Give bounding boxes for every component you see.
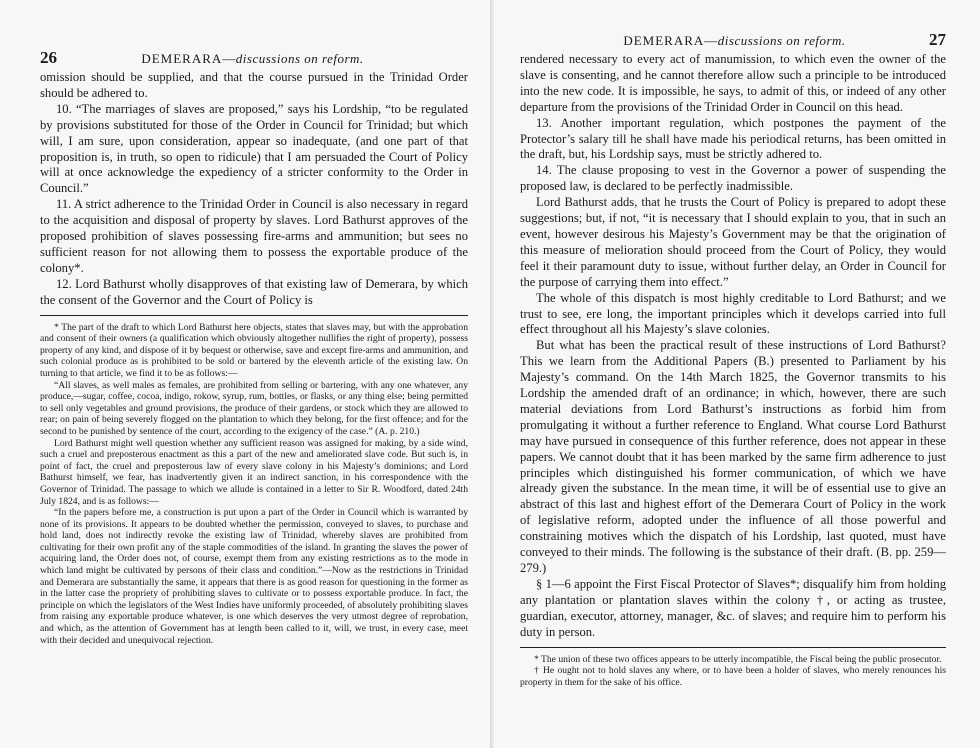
paragraph: omission should be supplied, and that the course pursued in the Trinidad Order should be adhered to. [40,70,468,100]
page-number: 27 [929,30,946,49]
paragraph: 11. A strict adherence to the Trinidad Order in Council is also necessary in regard to the acquisition and disposal of property by slaves. Lord Bathurst approves of the proposed prohibition of slaves possessing fire-arms and ammunition; but sees no sufficient reason for not allowing them to possess the exportable produce of the colony*. [40,197,468,275]
running-head-subtitle: discussions on reform. [235,51,364,66]
right-page-header [520,30,946,48]
paragraph: But what has been the practical result of these instructions of Lord Bathurst? This we learn from the Additional Papers (B.) presented to Parliament by his Majesty’s command. On the 14th March 1825, the Governor transmits to his Lordship the amended draft of an ordinance; in which, however, there are such material deviations from Lord Bathurst’s instructions as forbid him from promulgating it without a further reference to England. What course Lord Bathurst may have pursued in consequence of this further reference, does not appear in these papers. We cannot doubt that it has been marked by the same firm adherence to just principles which distinguished his former communication, of which we have already given the substance. In the mean time, it will be of essential use to give an abstract of this last and highest effort of the Demerara Court of Policy in the work of legislative reform, adopted under the influence of all those powerful and constraining motives which the dispatch of his Lordship, last quoted, must have conveyed to their minds. The following is the substance of their draft. (B. pp. 259—279.) [520,338,946,575]
footnote: “All slaves, as well males as females, are prohibited from selling or bartering, with any one whatever, any produce,—sugar, coffee, cocoa, indigo, rokow, syrup, rum, bottles, or flasks, or any thing else; being permitted to sell only vegetables and ground provisions, the produce of their gardens, or stock which they are allowed to rear; on pain of being severely flogged on the plantation to which they belong, for the first offence; and for the second to be punished by sentence of the court, according to the exigency of the case.” (A. p. 210.) [40,379,468,437]
running-head-title: DEMERARA [141,51,223,66]
running-head-title: DEMERARA [623,33,705,48]
paragraph: § 1—6 appoint the First Fiscal Protector of Slaves*; disqualify him from holding any plantation or plantation slaves within the colony †, or acting as trustee, guardian, executor, attorney, manager, &c. of slaves; and require him to perform his duty in person. [520,576,946,639]
paragraph: Lord Bathurst adds, that he trusts the Court of Policy is prepared to adopt these suggestions; but, if not, “it is necessary that I should explain to you, that in such an event, however desirous his Majesty’s Government may be that the origination of this measure of melioration should proceed from the Court of Policy, they would feel it their paramount duty to issue, without further delay, an Order in Council for the purpose of carrying them into effect.” [520,195,946,289]
paragraph: 12. Lord Bathurst wholly disapproves of that existing law of Demerara, by which the consent of the Governor and the Court of Policy is [40,276,468,307]
running-head [141,51,363,67]
running-head [623,33,845,49]
running-head-subtitle: discussions on reform. [717,33,846,48]
footnote: * The union of these two offices appears to be utterly incompatible, the Fiscal being the public prosecutor. [534,653,942,665]
footnote: Lord Bathurst might well question whether any sufficient reason was assigned for making, by a side wind, such a cruel and preposterous enactment as this a part of the new and ameliorated slave code. But such is, in point of fact, the cruel and preposterous law of every slave colony in his Majesty’s dominions; and Lord Bathurst himself, we fear, has inadvertently given it an indirect sanction, in his correspondence with the Governor of Trinidad. The passage to which we allude is contained in a letter to Sir R. Woodford, dated 24th July 1824, and is as follows:— [40,437,468,507]
paragraph: 13. Another important regulation, which postpones the payment of the Protector’s salary till he shall have made his periodical returns, has been omitted in the draft, but, his Lordship says, must be strictly adhered to. [520,115,946,162]
paragraph: 14. The clause proposing to vest in the Governor a power of suspending the proposed law, is declared to be perfectly inadmissible. [520,163,946,194]
left-page-header [40,48,468,66]
footnote-divider [40,315,468,316]
footnote: “In the papers before me, a construction is put upon a part of the Order in Council which is warranted by none of its provisions. It appears to be doubted whether the permission, conveyed to slaves, to purchase and hold land, does not indirectly revoke the existing law of Trinidad, whereby slaves are prohibited from cultivating for their own profit any of the staple commodities of the island. In granting the slaves the power of acquiring land, the Order does not, of course, exempt them from any existing restrictions as to the mode in which land might be cultivated by persons of their class and condition.”—Now as the restrictions in Trinidad and Demerara are substantially the same, it appears that there is as good reason for questioning in the former as in the latter case the propriety of prohibiting slaves to cultivate or to possess exportable produce. In fact, the principle on which the legislators of the West Indies have uniformly proceeded, of absolutely prohibiting slaves from raising any exportable produce whatever, is one which deserves the very utmost degree of reprobation, and which, as the attention of Government has at length been called to it, will, we trust, in every case, meet with their decided and unequivocal rejection. [40,507,468,646]
right-footnotes [520,654,946,689]
running-head-separator: — [222,51,236,66]
footnote-divider [520,647,946,648]
footnote: * The part of the draft to which Lord Bathurst here objects, states that slaves may, but with the approbation and consent of their owners (a qualification which obviously altogether nullifies the right of property), possess property of any kind, and dispose of it by bequest or otherwise, save and except fire-arms and ammunition, and such colonial produce as is prohibited to be sold or bartered by the eleventh article of the existing law. On turning to that article, we find it to be as follows:— [40,321,468,379]
paragraph: The whole of this dispatch is most highly creditable to Lord Bathurst; and we trust to see, ere long, the important principles which it develops carried into full effect throughout all his Majesty’s slave colonies. [520,290,946,337]
page-number: 26 [40,48,57,67]
paragraph: 10. “The marriages of slaves are proposed,” says his Lordship, “to be regulated by provisions substituted for those of the Order in Council for Trinidad; but which will, I am sure, upon consideration, appear so inadequate, (and one part of that proposition is, in truth, so open to ridicule) that I am persuaded the Court of Policy will at once acknowledge the expediency of a stricter conformity to the Order in Council.” [40,101,468,196]
footnote: † He ought not to hold slaves any where, or to have been a holder of slaves, who merely renounces his property in them for the sake of his office. [520,665,946,688]
left-body-text [40,70,468,309]
running-head-separator: — [704,33,718,48]
right-body-text [520,52,946,641]
paragraph: rendered necessary to every act of manumission, to which even the owner of the slave is consenting, and he cannot therefore allow such a principle to be introduced into the new code. It is impossible, he says, to admit of this, or indeed of any other departure from the provisions of the Trinidad Order in Council on this head. [520,52,946,114]
right-page [494,0,980,748]
left-footnotes [40,322,468,647]
